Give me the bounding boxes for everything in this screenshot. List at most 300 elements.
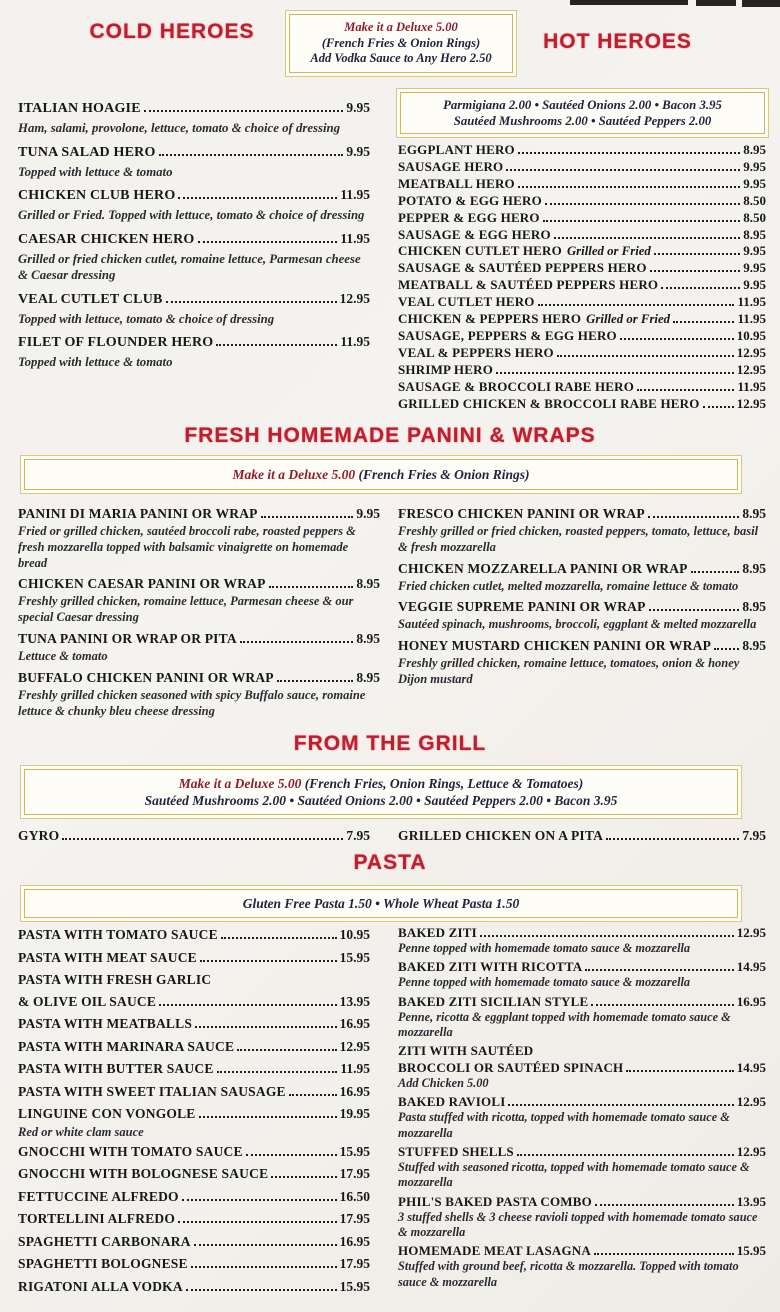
dotted-leader bbox=[186, 1289, 337, 1291]
dotted-leader bbox=[277, 680, 354, 682]
menu-item bbox=[18, 1013, 370, 1035]
menu-item-row bbox=[18, 826, 370, 845]
dotted-leader bbox=[595, 1204, 734, 1206]
menu-item-price: 13.95 bbox=[339, 993, 370, 1009]
menu-item-price: 16.95 bbox=[339, 1016, 370, 1031]
dotted-leader bbox=[649, 609, 740, 611]
menu-item-price: 17.95 bbox=[339, 1211, 370, 1226]
menu-item-description: Penne topped with homemade tomato sauce & mozzarella bbox=[398, 941, 691, 955]
menu-item-row bbox=[18, 1208, 370, 1230]
menu-item-price: 12.95 bbox=[736, 1144, 766, 1160]
menu-item-row bbox=[398, 362, 766, 379]
menu-item bbox=[18, 826, 370, 845]
menu-item-price: 11.95 bbox=[737, 311, 766, 327]
menu-item-description: Stuffed with ground beef, ricotta & mozzarella. Topped with tomato sauce & mozzarella bbox=[398, 1259, 739, 1289]
dotted-leader bbox=[626, 1070, 733, 1072]
grill-note-red: Make it a Deluxe 5.00 bbox=[178, 776, 302, 791]
dotted-leader bbox=[496, 372, 734, 374]
menu-item-price: 12.95 bbox=[736, 925, 766, 940]
menu-item-name: VEAL & PEPPERS HERO bbox=[398, 344, 554, 360]
menu-item-row bbox=[398, 243, 766, 260]
menu-item-price: 8.95 bbox=[742, 560, 766, 576]
menu-item bbox=[18, 1208, 370, 1230]
menu-item-price: 16.95 bbox=[339, 1083, 370, 1099]
menu-item-row bbox=[398, 924, 766, 941]
menu-item-note: Grilled or Fried bbox=[586, 312, 671, 327]
menu-item-name: SAUSAGE & SAUTÉED PEPPERS HERO bbox=[398, 260, 647, 276]
menu-item bbox=[398, 294, 766, 311]
dotted-leader bbox=[691, 571, 740, 573]
menu-item-row bbox=[398, 504, 766, 523]
menu-item-row bbox=[18, 1058, 370, 1080]
menu-item-row bbox=[18, 1103, 370, 1125]
grill-note-box bbox=[24, 769, 738, 815]
dotted-leader bbox=[182, 1199, 337, 1201]
menu-item-row bbox=[398, 1093, 766, 1110]
menu-item bbox=[18, 142, 370, 181]
menu-item-name: SPAGHETTI CARBONARA bbox=[18, 1233, 191, 1249]
addons-line1: Parmigiana 2.00 • Sautéed Onions 2.00 • Bacon 3.95 bbox=[443, 98, 722, 112]
menu-item-description: Freshly grilled or fried chicken, roasted peppers, tomato, lettuce, basil & fresh mozzarella bbox=[398, 524, 759, 554]
menu-item-row bbox=[398, 993, 766, 1010]
menu-item-row bbox=[398, 396, 766, 413]
menu-item-name: PASTA WITH TOMATO SAUCE bbox=[18, 927, 218, 942]
menu-item-price: 12.95 bbox=[736, 344, 766, 360]
menu-item bbox=[18, 1103, 370, 1140]
menu-item-row bbox=[18, 185, 370, 206]
dotted-leader bbox=[637, 389, 734, 391]
deluxe-note-line1: Make it a Deluxe 5.00 bbox=[344, 20, 458, 34]
menu-item-description: Grilled or Fried. Topped with lettuce, tomato & choice of dressing bbox=[18, 208, 365, 222]
menu-item-price: 16.95 bbox=[736, 993, 766, 1009]
dotted-leader bbox=[166, 301, 337, 303]
menu-item bbox=[18, 1036, 370, 1058]
menu-item bbox=[18, 98, 370, 137]
menu-item-name: BAKED ZITI SICILIAN STYLE bbox=[398, 993, 589, 1009]
menu-item-price: 16.95 bbox=[339, 1233, 370, 1249]
dotted-leader bbox=[269, 586, 354, 588]
menu-item-row bbox=[18, 1276, 370, 1298]
menu-item-name: GNOCCHI WITH BOLOGNESE SAUCE bbox=[18, 1166, 269, 1181]
menu-item-row bbox=[18, 924, 370, 946]
menu-item-price: 12.95 bbox=[339, 290, 370, 306]
menu-item-name: PASTA WITH MEAT SAUCE bbox=[18, 949, 197, 965]
menu-item-name: PASTA WITH MARINARA SAUCE bbox=[18, 1038, 235, 1054]
menu-item bbox=[398, 504, 766, 556]
menu-item-name: LINGUINE CON VONGOLE bbox=[18, 1106, 196, 1121]
menu-item-row bbox=[18, 1081, 370, 1103]
dotted-leader bbox=[606, 838, 739, 840]
menu-item-description: Fried chicken cutlet, melted mozzarella, romaine lettuce & tomato bbox=[398, 578, 739, 593]
menu-item-price: 9.95 bbox=[743, 260, 766, 276]
menu-item bbox=[398, 396, 766, 413]
menu-item-price: 9.95 bbox=[743, 158, 766, 174]
menu-item bbox=[18, 1231, 370, 1253]
menu-item-price: 8.95 bbox=[356, 669, 380, 685]
menu-item bbox=[18, 185, 370, 224]
menu-item bbox=[18, 924, 370, 946]
grill-note-dark: (French Fries, Onion Rings, Lettuce & Tomatoes) bbox=[304, 776, 584, 791]
menu-item-name: GYRO bbox=[18, 828, 60, 843]
dotted-leader bbox=[654, 253, 740, 255]
dotted-leader bbox=[199, 1116, 337, 1118]
menu-item-name: TUNA PANINI OR WRAP OR PITA bbox=[18, 630, 237, 646]
dotted-leader bbox=[714, 648, 739, 650]
menu-item bbox=[18, 229, 370, 284]
menu-item-description: Lettuce & tomato bbox=[18, 648, 108, 663]
menu-item-name: SAUSAGE & EGG HERO bbox=[398, 226, 551, 242]
menu-item-row bbox=[18, 991, 370, 1013]
menu-item-name: GRILLED CHICKEN & BROCCOLI RABE HERO bbox=[398, 395, 700, 411]
menu-item-name: CHICKEN CUTLET HERO bbox=[398, 243, 562, 259]
menu-item bbox=[398, 193, 766, 210]
menu-item bbox=[398, 1242, 766, 1290]
menu-item-row bbox=[398, 826, 766, 845]
dotted-leader bbox=[508, 1104, 733, 1106]
menu-item bbox=[398, 159, 766, 176]
menu-item-price: 11.95 bbox=[340, 1061, 370, 1076]
section-title-panini: FRESH HOMEMADE PANINI & WRAPS bbox=[184, 424, 596, 447]
menu-item bbox=[398, 1093, 766, 1141]
hero-deluxe-note-box bbox=[289, 14, 513, 73]
dotted-leader bbox=[594, 1253, 734, 1255]
menu-item-row bbox=[18, 504, 380, 523]
dotted-leader bbox=[62, 838, 343, 840]
menu-item bbox=[398, 277, 766, 294]
menu-item bbox=[398, 328, 766, 345]
menu-item-name: SPAGHETTI BOLOGNESE bbox=[18, 1256, 188, 1271]
menu-item-row bbox=[398, 1143, 766, 1160]
menu-item-description: Fried or grilled chicken, sautéed broccoli rabe, roasted peppers & fresh mozzarella topped with balsamic vinaigrette on homemade bread bbox=[18, 524, 356, 570]
menu-item-price: 16.50 bbox=[339, 1188, 370, 1204]
menu-item-name: FETTUCCINE ALFREDO bbox=[18, 1188, 179, 1204]
menu-item-row bbox=[398, 559, 766, 578]
menu-item bbox=[398, 243, 766, 260]
menu-item-row bbox=[18, 668, 380, 687]
menu-item-row bbox=[18, 332, 370, 353]
menu-item-name: VEAL CUTLET HERO bbox=[398, 294, 535, 310]
menu-item bbox=[18, 574, 380, 626]
menu-item-row bbox=[18, 1036, 370, 1058]
dotted-leader bbox=[538, 304, 735, 306]
menu-item-name: BAKED RAVIOLI bbox=[398, 1094, 506, 1110]
menu-item-row bbox=[18, 289, 370, 310]
menu-item-name: PHIL'S BAKED PASTA COMBO bbox=[398, 1193, 592, 1209]
menu-item-price: 11.95 bbox=[737, 294, 766, 310]
menu-item-price: 9.95 bbox=[743, 277, 766, 293]
menu-item-price: 10.95 bbox=[339, 927, 370, 942]
dotted-leader bbox=[216, 344, 337, 346]
menu-item-price: 11.95 bbox=[340, 334, 370, 349]
menu-item bbox=[398, 993, 766, 1041]
menu-item-name: GNOCCHI WITH TOMATO SAUCE bbox=[18, 1143, 243, 1159]
pasta-note-box: Gluten Free Pasta 1.50 • Whole Wheat Pasta 1.50 bbox=[24, 889, 738, 918]
menu-item-price: 11.95 bbox=[340, 230, 370, 246]
menu-item-name: HOMEMADE MEAT LASAGNA bbox=[398, 1243, 591, 1259]
menu-item-price: 8.95 bbox=[742, 506, 766, 521]
menu-item-price: 10.95 bbox=[736, 327, 766, 343]
menu-item-row bbox=[18, 142, 370, 163]
panini-note-dark: (French Fries & Onion Rings) bbox=[358, 467, 530, 482]
menu-item-description: Freshly grilled chicken, romaine lettuce, Parmesan cheese & our special Caesar dressing bbox=[18, 594, 354, 625]
menu-item-price: 8.95 bbox=[356, 630, 380, 646]
dotted-leader bbox=[159, 1004, 337, 1006]
menu-item-price: 15.95 bbox=[339, 949, 370, 965]
dotted-leader bbox=[545, 203, 740, 205]
menu-item bbox=[398, 210, 766, 227]
menu-item bbox=[18, 947, 370, 969]
menu-item bbox=[398, 1143, 766, 1191]
menu-item-row bbox=[398, 636, 766, 655]
menu-item-price: 15.95 bbox=[736, 1243, 766, 1259]
dotted-leader bbox=[178, 1221, 337, 1223]
menu-item-name: POTATO & EGG HERO bbox=[398, 192, 542, 208]
menu-item-row bbox=[18, 574, 380, 593]
menu-item-name: EGGPLANT HERO bbox=[398, 142, 515, 157]
menu-item-row bbox=[398, 176, 766, 193]
menu-item-row bbox=[398, 1193, 766, 1210]
menu-item bbox=[18, 969, 370, 1012]
menu-item bbox=[18, 629, 380, 665]
menu-item-price: 7.95 bbox=[742, 828, 766, 843]
menu-item bbox=[398, 636, 766, 688]
menu-item-name: BROCCOLI OR SAUTÉED SPINACH bbox=[398, 1060, 624, 1076]
dotted-leader bbox=[194, 1244, 337, 1246]
menu-item-row bbox=[398, 142, 766, 159]
menu-item-row bbox=[18, 629, 380, 648]
scan-artifact-segment bbox=[570, 0, 688, 5]
dotted-leader bbox=[191, 1266, 337, 1268]
dotted-leader bbox=[673, 321, 734, 323]
menu-item-note: Grilled or Fried bbox=[566, 244, 651, 259]
menu-item-row bbox=[18, 1231, 370, 1253]
menu-item bbox=[398, 379, 766, 396]
dotted-leader bbox=[703, 406, 734, 408]
menu-item-name: PANINI DI MARIA PANINI OR WRAP bbox=[18, 506, 258, 521]
menu-item-name: GRILLED CHICKEN ON A PITA bbox=[398, 828, 604, 843]
dotted-leader bbox=[585, 969, 733, 971]
menu-item bbox=[18, 1058, 370, 1080]
menu-item bbox=[18, 1253, 370, 1275]
menu-item bbox=[398, 1042, 766, 1091]
dotted-leader bbox=[144, 110, 344, 112]
menu-item-name: FRESCO CHICKEN PANINI OR WRAP bbox=[398, 506, 645, 521]
menu-item-price: 11.95 bbox=[340, 187, 370, 202]
hot-heroes-list bbox=[398, 142, 766, 413]
menu-item bbox=[398, 311, 766, 328]
menu-item bbox=[18, 1141, 370, 1163]
dotted-leader bbox=[518, 152, 740, 154]
menu-item-name-line1: ZITI WITH SAUTÉED bbox=[398, 1043, 534, 1059]
menu-item-name: STUFFED SHELLS bbox=[398, 1144, 514, 1160]
menu-item bbox=[18, 1081, 370, 1103]
menu-item-description: Add Chicken 5.00 bbox=[398, 1076, 489, 1091]
menu-item-name: FILET OF FLOUNDER HERO bbox=[18, 335, 214, 350]
addons-line2: Sautéed Mushrooms 2.00 • Sautéed Peppers 2.00 bbox=[453, 114, 712, 128]
menu-item-row bbox=[18, 1013, 370, 1035]
deluxe-note-line2: (French Fries & Onion Rings) bbox=[321, 35, 481, 50]
menu-item-row bbox=[398, 597, 766, 616]
menu-item-price: 15.95 bbox=[339, 1278, 370, 1294]
menu-item bbox=[398, 597, 766, 633]
menu-item bbox=[398, 1193, 766, 1241]
dotted-leader bbox=[261, 516, 354, 518]
grill-list-left bbox=[18, 826, 370, 847]
menu-item bbox=[398, 227, 766, 244]
menu-item-description: Topped with lettuce & tomato bbox=[18, 164, 173, 179]
dotted-leader bbox=[650, 270, 741, 272]
menu-item-row bbox=[18, 98, 370, 119]
menu-item-row bbox=[18, 1186, 370, 1208]
menu-item-row bbox=[398, 294, 766, 311]
scan-artifact-segment bbox=[696, 0, 736, 6]
menu-item-name: RIGATONI ALLA VODKA bbox=[18, 1278, 183, 1294]
menu-item-row bbox=[398, 210, 766, 227]
menu-item bbox=[18, 1163, 370, 1185]
menu-item-name: BAKED ZITI WITH RICOTTA bbox=[398, 959, 583, 975]
dotted-leader bbox=[554, 237, 740, 239]
menu-item-description: Ham, salami, provolone, lettuce, tomato & choice of dressing bbox=[18, 121, 341, 135]
dotted-leader bbox=[271, 1176, 336, 1178]
menu-item bbox=[18, 289, 370, 328]
dotted-leader bbox=[517, 1154, 734, 1156]
dotted-leader bbox=[557, 355, 734, 357]
menu-item-row bbox=[398, 1059, 766, 1076]
dotted-leader bbox=[178, 197, 337, 199]
section-title-hot-heroes: HOT HEROES bbox=[543, 30, 692, 53]
hot-heroes-addons-box bbox=[400, 92, 765, 134]
menu-item-name: HONEY MUSTARD CHICKEN PANINI OR WRAP bbox=[398, 638, 712, 654]
menu-item-price: 9.95 bbox=[346, 100, 370, 115]
menu-item-description: Red or white clam sauce bbox=[18, 1124, 144, 1139]
menu-item bbox=[398, 345, 766, 362]
grill-list-right bbox=[398, 826, 766, 847]
menu-item-row bbox=[18, 947, 370, 969]
dotted-leader bbox=[240, 641, 354, 643]
menu-item-row bbox=[398, 193, 766, 210]
cold-heroes-list bbox=[18, 98, 370, 376]
menu-item-price: 19.95 bbox=[339, 1106, 370, 1121]
menu-item bbox=[18, 504, 380, 571]
menu-item-description: Pasta stuffed with ricotta, topped with homemade tomato sauce & mozzarella bbox=[398, 1110, 730, 1140]
menu-item-row bbox=[398, 159, 766, 176]
menu-item-name: & OLIVE OIL SAUCE bbox=[18, 993, 157, 1009]
menu-item-name: VEAL CUTLET CLUB bbox=[18, 291, 163, 307]
dotted-leader bbox=[506, 169, 740, 171]
menu-item-name: SAUSAGE & BROCCOLI RABE HERO bbox=[398, 378, 635, 394]
dotted-leader bbox=[648, 516, 740, 518]
menu-item-name: PASTA WITH BUTTER SAUCE bbox=[18, 1061, 214, 1076]
menu-item-name: PASTA WITH MEATBALLS bbox=[18, 1016, 193, 1031]
menu-item-price: 12.95 bbox=[736, 361, 766, 377]
menu-item-price: 9.95 bbox=[356, 506, 380, 521]
menu-item-name: PASTA WITH SWEET ITALIAN SAUSAGE bbox=[18, 1083, 286, 1099]
menu-item bbox=[18, 668, 380, 720]
menu-item-name: CAESAR CHICKEN HERO bbox=[18, 231, 195, 247]
dotted-leader bbox=[518, 186, 740, 188]
menu-item bbox=[398, 176, 766, 193]
dotted-leader bbox=[217, 1071, 338, 1073]
pasta-list-right bbox=[398, 924, 766, 1292]
menu-item-price: 14.95 bbox=[736, 959, 766, 975]
dotted-leader bbox=[198, 241, 338, 243]
menu-item-name-line1: PASTA WITH FRESH GARLIC bbox=[18, 972, 212, 987]
dotted-leader bbox=[289, 1094, 337, 1096]
menu-item-price: 13.95 bbox=[736, 1193, 766, 1209]
menu-item-name: BUFFALO CHICKEN PANINI OR WRAP bbox=[18, 669, 274, 685]
menu-item-name: CHICKEN CLUB HERO bbox=[18, 188, 176, 203]
section-title-grill: FROM THE GRILL bbox=[293, 732, 487, 755]
menu-item-description: 3 stuffed shells & 3 cheese ravioli topped with homemade tomato sauce & mozzarella bbox=[398, 1209, 758, 1239]
menu-item-description: Penne, ricotta & eggplant topped with homemade tomato sauce & mozzarella bbox=[398, 1009, 731, 1039]
menu-item-name: MEATBALL & SAUTÉED PEPPERS HERO bbox=[398, 277, 659, 293]
menu-item-price: 17.95 bbox=[339, 1256, 370, 1271]
panini-note-red: Make it a Deluxe 5.00 bbox=[232, 467, 356, 482]
menu-item-price: 9.95 bbox=[743, 175, 766, 191]
menu-item-row bbox=[398, 328, 766, 345]
menu-item-name: VEGGIE SUPREME PANINI OR WRAP bbox=[398, 599, 646, 615]
dotted-leader bbox=[195, 1026, 337, 1028]
menu-item bbox=[398, 924, 766, 956]
dotted-leader bbox=[591, 1004, 733, 1006]
menu-item-row bbox=[398, 311, 766, 328]
menu-item-name: MEATBALL HERO bbox=[398, 175, 515, 191]
dotted-leader bbox=[200, 960, 337, 962]
deluxe-note-line3: Add Vodka Sauce to Any Hero 2.50 bbox=[310, 51, 492, 65]
menu-item-name: CHICKEN & PEPPERS HERO bbox=[398, 311, 582, 327]
menu-item bbox=[398, 958, 766, 990]
dotted-leader bbox=[620, 338, 734, 340]
dotted-leader bbox=[543, 220, 741, 222]
menu-item-name: BAKED ZITI bbox=[398, 925, 477, 940]
menu-item-row bbox=[398, 227, 766, 244]
menu-item-description: Stuffed with seasoned ricotta, topped with homemade tomato sauce & mozzarella bbox=[398, 1160, 750, 1190]
menu-item-price: 12.95 bbox=[736, 1094, 766, 1110]
menu-item bbox=[398, 826, 766, 845]
menu-item-price: 8.50 bbox=[743, 209, 766, 225]
menu-item-row bbox=[398, 1242, 766, 1259]
pasta-list-left bbox=[18, 924, 370, 1298]
grill-note-line1 bbox=[29, 775, 733, 792]
grill-note-line2: Sautéed Mushrooms 2.00 • Sautéed Onions 2.00 • Sautéed Peppers 2.00 • Bacon 3.95 bbox=[144, 793, 618, 808]
section-title-pasta: PASTA bbox=[353, 851, 427, 874]
menu-item-price: 9.95 bbox=[743, 243, 766, 259]
menu-item-price: 9.95 bbox=[346, 143, 370, 159]
scan-artifact-segment bbox=[742, 0, 780, 7]
menu-item-price: 17.95 bbox=[339, 1166, 370, 1181]
dotted-leader bbox=[237, 1049, 336, 1051]
menu-item-price: 8.50 bbox=[743, 192, 766, 208]
menu-item-price: 8.95 bbox=[743, 142, 766, 157]
menu-item-name: ITALIAN HOAGIE bbox=[18, 101, 141, 116]
menu-item-description: Freshly grilled chicken seasoned with spicy Buffalo sauce, romaine lettuce & chunky bleu cheese dressing bbox=[18, 687, 366, 718]
menu-item-name: SAUSAGE, PEPPERS & EGG HERO bbox=[398, 327, 617, 343]
menu-item bbox=[398, 260, 766, 277]
menu-item-row bbox=[18, 1141, 370, 1163]
menu-item-row bbox=[398, 277, 766, 294]
menu-item-price: 8.95 bbox=[743, 226, 766, 242]
menu-item-price: 14.95 bbox=[736, 1060, 766, 1076]
menu-item-price: 12.95 bbox=[339, 1038, 370, 1054]
panini-note-box bbox=[24, 459, 738, 490]
menu-item-price: 8.95 bbox=[356, 576, 380, 592]
menu-item-description: Freshly grilled chicken, romaine lettuce, tomatoes, onion & honey Dijon mustard bbox=[398, 656, 740, 686]
menu-item-name: TORTELLINI ALFREDO bbox=[18, 1211, 176, 1226]
menu-item-row bbox=[398, 260, 766, 277]
section-title-cold-heroes: COLD HEROES bbox=[89, 20, 255, 43]
menu-item-price: 11.95 bbox=[737, 378, 766, 394]
menu-item-name: CHICKEN CAESAR PANINI OR WRAP bbox=[18, 576, 266, 592]
